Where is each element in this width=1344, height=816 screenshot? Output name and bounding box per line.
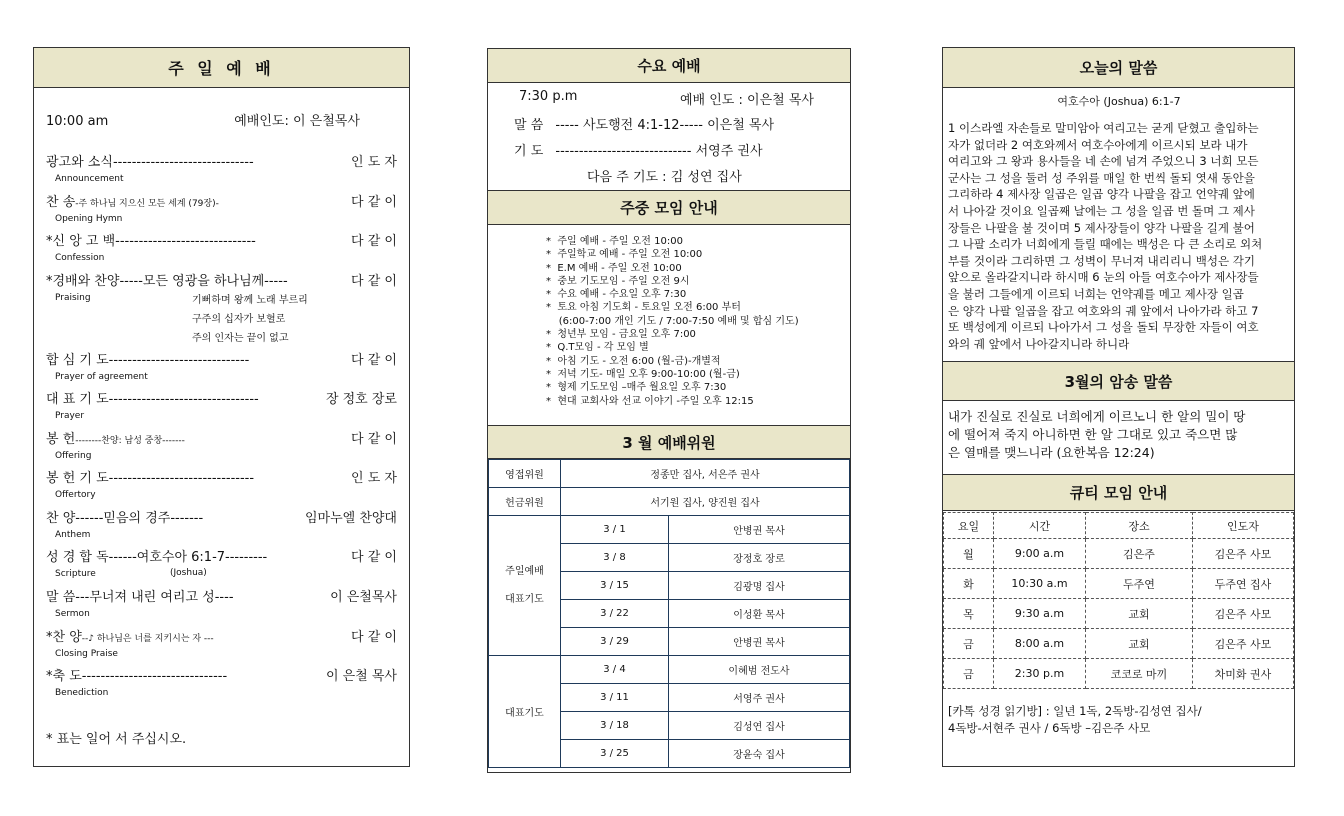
service-item-label: 말 씀 xyxy=(46,590,76,605)
service-item-detail: ---무너져 내린 여리고 성---- xyxy=(75,590,234,605)
service-item-detail: ------믿음의 경주------- xyxy=(75,511,204,526)
qt-time: 9:30 a.m xyxy=(994,599,1086,629)
service-item-leader: 임마누엘 찬양대 xyxy=(304,511,397,526)
wednesday-time: 7:30 p.m xyxy=(519,89,578,104)
prayer-date: 3 / 18 xyxy=(561,712,669,740)
meeting-item: * 형제 기도모임 –매주 월요일 오후 7:30 xyxy=(546,382,727,394)
meeting-item: * Q.T모임 - 각 모임 별 xyxy=(546,342,649,354)
service-item-label: 대 표 기 도 xyxy=(46,392,109,407)
memory-verse-text xyxy=(948,408,1290,462)
sunday-prayer-label-2: 대표기도 xyxy=(505,593,544,605)
scripture-line: 군사는 그 성을 둘러 성 주위를 매일 한 번씩 돌되 엿새 동안을 xyxy=(948,170,1255,185)
service-item-line xyxy=(46,349,397,368)
meeting-item: * 저녁 기도- 매일 오후 9:00-10:00 (월-금) xyxy=(546,368,740,380)
meeting-item: * 아침 기도 - 오전 6:00 (월-금)-개별적 xyxy=(546,355,721,367)
qt-place: 김은주 xyxy=(1086,539,1193,569)
service-item-detail: ------------------------------- xyxy=(81,669,228,684)
scripture-line: 을 불러 그들에게 이르되 너희는 언약궤를 메고 제사장 일곱 xyxy=(948,286,1244,301)
service-item-line xyxy=(46,665,397,684)
table-row xyxy=(944,539,1294,569)
qt-leader: 차미화 권사 xyxy=(1193,659,1294,689)
qt-time: 2:30 p.m xyxy=(994,659,1086,689)
service-item-label: 광고와 소식 xyxy=(46,155,113,170)
service-item-english: Anthem xyxy=(55,530,91,540)
word-title: 오늘의 말씀 xyxy=(943,48,1294,88)
service-item-english: Closing Praise xyxy=(55,649,118,659)
qt-time: 9:00 a.m xyxy=(994,539,1086,569)
qt-leader: 김은주 사모 xyxy=(1193,539,1294,569)
scripture-line: 장들은 나팔을 불 것이며 5 제사장들이 양각 나팔을 길게 불어 xyxy=(948,220,1255,235)
table-row xyxy=(944,659,1294,689)
qt-leader: 두주연 집사 xyxy=(1193,569,1294,599)
scripture-line: 서 나아갈 것이요 일곱째 날에는 그 성을 일곱 번 돌며 그 제사 xyxy=(948,203,1255,218)
scripture-line: 또 백성에게 이르되 나아가서 그 성을 돌되 무장한 자들이 여호 xyxy=(948,320,1259,335)
qt-day: 월 xyxy=(944,539,994,569)
scripture-line: 1 이스라엘 자손들로 말미암아 여리고는 굳게 닫혔고 출입하는 xyxy=(948,121,1259,135)
service-item-label: *축 도 xyxy=(46,669,82,684)
service-item xyxy=(46,388,397,421)
service-item-detail: ------여호수아 6:1-7--------- xyxy=(108,550,268,565)
lyric-line: 기뻐하며 왕께 노래 부르리 xyxy=(192,295,308,306)
prayer-name: 김광명 집사 xyxy=(669,572,850,600)
prayer-date: 3 / 4 xyxy=(561,656,669,684)
service-item xyxy=(46,349,397,382)
table-row xyxy=(944,629,1294,659)
prayer-name: 이혜범 전도사 xyxy=(669,656,850,684)
sunday-time-row xyxy=(46,110,397,129)
service-item-label: 봉 헌 xyxy=(46,432,76,447)
prayer-person: 서영주 권사 xyxy=(695,144,763,159)
service-item-english-note: (Joshua) xyxy=(170,568,207,578)
service-item xyxy=(46,507,397,540)
greeter-label: 영접위원 xyxy=(489,460,561,488)
wednesday-prayer-row xyxy=(514,140,763,159)
scripture-text xyxy=(948,120,1290,352)
prayer-name: 안병권 목사 xyxy=(669,516,850,544)
service-item-line xyxy=(46,270,397,289)
service-item-leader: 다 같 이 xyxy=(351,630,397,645)
service-item-english: Scripture xyxy=(55,569,96,579)
sunday-prayer-label-1: 주일예배 xyxy=(505,565,544,577)
qt-title: 큐티 모임 안내 xyxy=(943,474,1294,511)
prayer-name: 서영주 권사 xyxy=(669,684,850,712)
service-item xyxy=(46,151,397,184)
kakao-line: [카톡 성경 읽기방] : 일년 1독, 2독방-김성연 집사/ xyxy=(948,704,1202,718)
prayer-name: 안병권 목사 xyxy=(669,628,850,656)
wednesday-sermon-row xyxy=(514,114,774,133)
standing-note: * 표는 일어 서 주십시오. xyxy=(46,732,187,747)
service-item-line xyxy=(46,388,397,407)
service-item-label: 찬 송 xyxy=(46,195,76,210)
qt-place: 두주연 xyxy=(1086,569,1193,599)
qt-time: 8:00 a.m xyxy=(994,629,1086,659)
scripture-line: 그 나팔 소리가 너희에게 들릴 때에는 백성은 다 큰 소리로 외쳐 xyxy=(948,237,1263,252)
middle-panel xyxy=(487,48,851,773)
service-item-english: Announcement xyxy=(55,174,124,184)
greeter-names: 정종만 집사, 서은주 권사 xyxy=(561,460,850,488)
meeting-item: * 수요 예배 - 수요일 오후 7:30 xyxy=(546,289,687,301)
meeting-item: * 청년부 모임 - 금요일 오후 7:00 xyxy=(546,329,696,341)
scripture-line: 부를 것이라 그리하면 그 성벽이 무너져 내리리니 백성은 각기 xyxy=(948,253,1255,268)
meeting-item: (6:00-7:00 개인 기도 / 7:00-7:50 예배 및 합심 기도) xyxy=(546,315,799,327)
service-item-english: Praising xyxy=(55,293,91,303)
prayer-dashes: ----------------------------- xyxy=(555,144,692,159)
service-item-line xyxy=(46,467,397,486)
service-item-english: Prayer xyxy=(55,411,85,421)
scripture-line: 앞으로 올라갈지니라 하시매 6 눈의 아들 여호수아가 제사장들 xyxy=(948,270,1259,285)
meeting-item: * E.M 예배 - 주일 오전 10:00 xyxy=(546,262,682,274)
kakao-reading-info xyxy=(948,703,1290,737)
service-item-detail: -------------------------------- xyxy=(108,392,259,407)
scripture-line: 은 양각 나팔 일곱을 잡고 여호와의 궤 앞에서 나아가라 하고 7 xyxy=(948,303,1259,318)
service-item-leader: 이 은철목사 xyxy=(330,590,397,605)
service-item-label: *신 앙 고 백 xyxy=(46,234,116,249)
service-item-detail: ------------------------------ xyxy=(115,234,256,249)
sermon-preacher: 이은철 목사 xyxy=(707,118,775,133)
qt-header: 인도자 xyxy=(1193,513,1294,539)
service-item xyxy=(46,665,397,698)
prayer-name: 김성연 집사 xyxy=(669,712,850,740)
service-item-label: 봉 헌 기 도 xyxy=(46,471,109,486)
qt-day: 화 xyxy=(944,569,994,599)
scripture-line: 와의 궤 앞에서 나아갈지니라 하니라 xyxy=(948,336,1130,351)
service-item-leader: 다 같 이 xyxy=(351,274,397,289)
prayer-label: 기 도 xyxy=(514,144,544,159)
qt-day: 금 xyxy=(944,629,994,659)
sunday-prayer-label xyxy=(489,516,561,656)
service-item xyxy=(46,626,397,659)
table-row xyxy=(489,516,850,544)
service-item-english: Benediction xyxy=(55,688,109,698)
service-item-line xyxy=(46,428,397,447)
prayer-date: 3 / 8 xyxy=(561,544,669,572)
service-item xyxy=(46,467,397,500)
qt-leader: 김은주 사모 xyxy=(1193,629,1294,659)
service-item-english: Offering xyxy=(55,451,92,461)
meeting-item: * 주일학교 예배 - 주일 오전 10:00 xyxy=(546,249,703,261)
memory-verse-title: 3월의 암송 말씀 xyxy=(943,361,1294,401)
service-item-leader: 인 도 자 xyxy=(351,155,397,170)
offering-names: 서기원 집사, 양진원 집사 xyxy=(561,488,850,516)
meeting-item: * 토요 아침 기도회 - 토요일 오전 6:00 부터 xyxy=(546,302,741,314)
table-row xyxy=(489,488,850,516)
memory-line: 에 떨어져 죽지 아니하면 한 알 그대로 있고 죽으면 많 xyxy=(948,427,1238,442)
wednesday-prayer-label: 대표기도 xyxy=(489,656,561,768)
sermon-label: 말 씀 xyxy=(514,118,544,133)
service-item-line xyxy=(46,546,397,565)
service-item-leader: 장 정호 장로 xyxy=(325,392,397,407)
sunday-leader: 예배인도: 이 은철목사 xyxy=(234,114,360,129)
scripture-reference: 여호수아 (Joshua) 6:1-7 xyxy=(1057,95,1181,108)
prayer-date: 3 / 29 xyxy=(561,628,669,656)
scripture-line: 여리고와 그 왕과 용사들을 네 손에 넘겨 주었으니 3 너희 모든 xyxy=(948,154,1259,169)
service-item-line xyxy=(46,191,397,210)
offering-label: 헌금위원 xyxy=(489,488,561,516)
right-panel xyxy=(942,47,1295,767)
service-item-detail: ------------------------------ xyxy=(108,353,250,368)
service-item xyxy=(46,546,397,579)
table-row xyxy=(489,656,850,684)
service-item-leader: 다 같 이 xyxy=(351,234,397,249)
prayer-date: 3 / 15 xyxy=(561,572,669,600)
prayer-date: 3 / 25 xyxy=(561,740,669,768)
service-item-detail: ------------------------------ xyxy=(112,155,254,170)
service-item-line xyxy=(46,586,397,605)
service-item-line xyxy=(46,507,397,526)
service-item-detail: --♪ 하나님은 너를 지키시는 자 --- xyxy=(81,634,214,644)
service-item-label: 합 심 기 도 xyxy=(46,353,109,368)
qt-header: 요일 xyxy=(944,513,994,539)
service-item-detail: ------------------------------- xyxy=(108,471,255,486)
sunday-service-title: 주 일 예 배 xyxy=(34,48,409,88)
scripture-line: 자가 없더라 2 여호와께서 여호수아에게 이르시되 보라 내가 xyxy=(948,137,1248,152)
service-item-english: Confession xyxy=(55,253,105,263)
memory-line: 내가 진실로 진실로 너희에게 이르노니 한 알의 밀이 땅 xyxy=(948,409,1246,424)
sunday-service-panel xyxy=(33,47,410,767)
service-item-leader: 인 도 자 xyxy=(351,471,397,486)
service-item-line xyxy=(46,626,397,645)
service-item-leader: 다 같 이 xyxy=(351,195,397,210)
service-item-leader: 이 은철 목사 xyxy=(325,669,397,684)
qt-place: 코코로 마끼 xyxy=(1086,659,1193,689)
qt-day: 금 xyxy=(944,659,994,689)
service-item-detail: --------찬양: 남성 중창------- xyxy=(75,436,185,446)
kakao-line: 4독방-서현주 권사 / 6독방 –김은주 사모 xyxy=(948,721,1151,735)
sunday-time: 10:00 am xyxy=(46,114,109,129)
table-header-row xyxy=(944,513,1294,539)
service-item-english: Prayer of agreement xyxy=(55,372,148,382)
meeting-item: * 주일 예배 - 주일 오전 10:00 xyxy=(546,236,683,247)
service-item xyxy=(46,428,397,461)
service-item-label: 성 경 합 독 xyxy=(46,550,109,565)
prayer-date: 3 / 11 xyxy=(561,684,669,712)
service-item-leader: 다 같 이 xyxy=(351,353,397,368)
service-item-label: 찬 양 xyxy=(46,511,76,526)
service-item-line xyxy=(46,230,397,249)
wednesday-service-title: 수요 예배 xyxy=(488,49,850,83)
service-item-english: Offertory xyxy=(55,490,96,500)
qt-place: 교회 xyxy=(1086,629,1193,659)
qt-place: 교회 xyxy=(1086,599,1193,629)
qt-table xyxy=(943,512,1294,689)
prayer-name: 장정호 장로 xyxy=(669,544,850,572)
service-item-label: *찬 양 xyxy=(46,630,82,645)
service-item-label: *경배와 찬양 xyxy=(46,274,120,289)
scripture-line: 그리하라 4 제사장 일곱은 일곱 양각 나팔을 잡고 언약궤 앞에 xyxy=(948,187,1255,202)
servers-table xyxy=(488,459,850,768)
service-item-english: Opening Hymn xyxy=(55,214,123,224)
qt-time: 10:30 a.m xyxy=(994,569,1086,599)
prayer-name: 장윤숙 집사 xyxy=(669,740,850,768)
meetings-title: 주중 모임 안내 xyxy=(488,190,850,225)
prayer-date: 3 / 1 xyxy=(561,516,669,544)
next-week-prayer: 다음 주 기도 : 김 성연 집사 xyxy=(587,170,742,185)
service-item-english: Sermon xyxy=(55,609,90,619)
qt-header: 시간 xyxy=(994,513,1086,539)
memory-line: 은 열매를 맺느니라 (요한복음 12:24) xyxy=(948,445,1155,460)
service-item-leader: 다 같 이 xyxy=(351,432,397,447)
qt-day: 목 xyxy=(944,599,994,629)
prayer-name: 이성환 목사 xyxy=(669,600,850,628)
meetings-list xyxy=(546,235,799,408)
service-item-detail: -주 하나님 지으신 모든 세계 (79장)- xyxy=(75,199,219,209)
prayer-date: 3 / 22 xyxy=(561,600,669,628)
wednesday-leader: 예배 인도 : 이은철 목사 xyxy=(680,93,814,108)
qt-leader: 김은주 사모 xyxy=(1193,599,1294,629)
service-item xyxy=(46,230,397,263)
meeting-item: * 중보 기도모임 - 주일 오전 9시 xyxy=(546,275,690,287)
servers-title: 3 월 예배위원 xyxy=(488,425,850,459)
sermon-text: ----- 사도행전 4:1-12----- xyxy=(555,118,703,133)
table-row xyxy=(944,569,1294,599)
service-item xyxy=(46,191,397,224)
service-item-leader: 다 같 이 xyxy=(351,550,397,565)
qt-header: 장소 xyxy=(1086,513,1193,539)
lyric-line: 구주의 십자가 보혈로 xyxy=(192,314,286,325)
service-item xyxy=(46,586,397,619)
lyric-line: 주의 인자는 끝이 없고 xyxy=(192,333,289,344)
table-row xyxy=(489,460,850,488)
meeting-item: * 현대 교회사와 선교 이야기 -주일 오후 12:15 xyxy=(546,395,754,407)
service-item-line xyxy=(46,151,397,170)
praise-lyrics xyxy=(192,291,308,348)
table-row xyxy=(944,599,1294,629)
service-item-detail: -----모든 영광을 하나님께----- xyxy=(119,274,288,289)
